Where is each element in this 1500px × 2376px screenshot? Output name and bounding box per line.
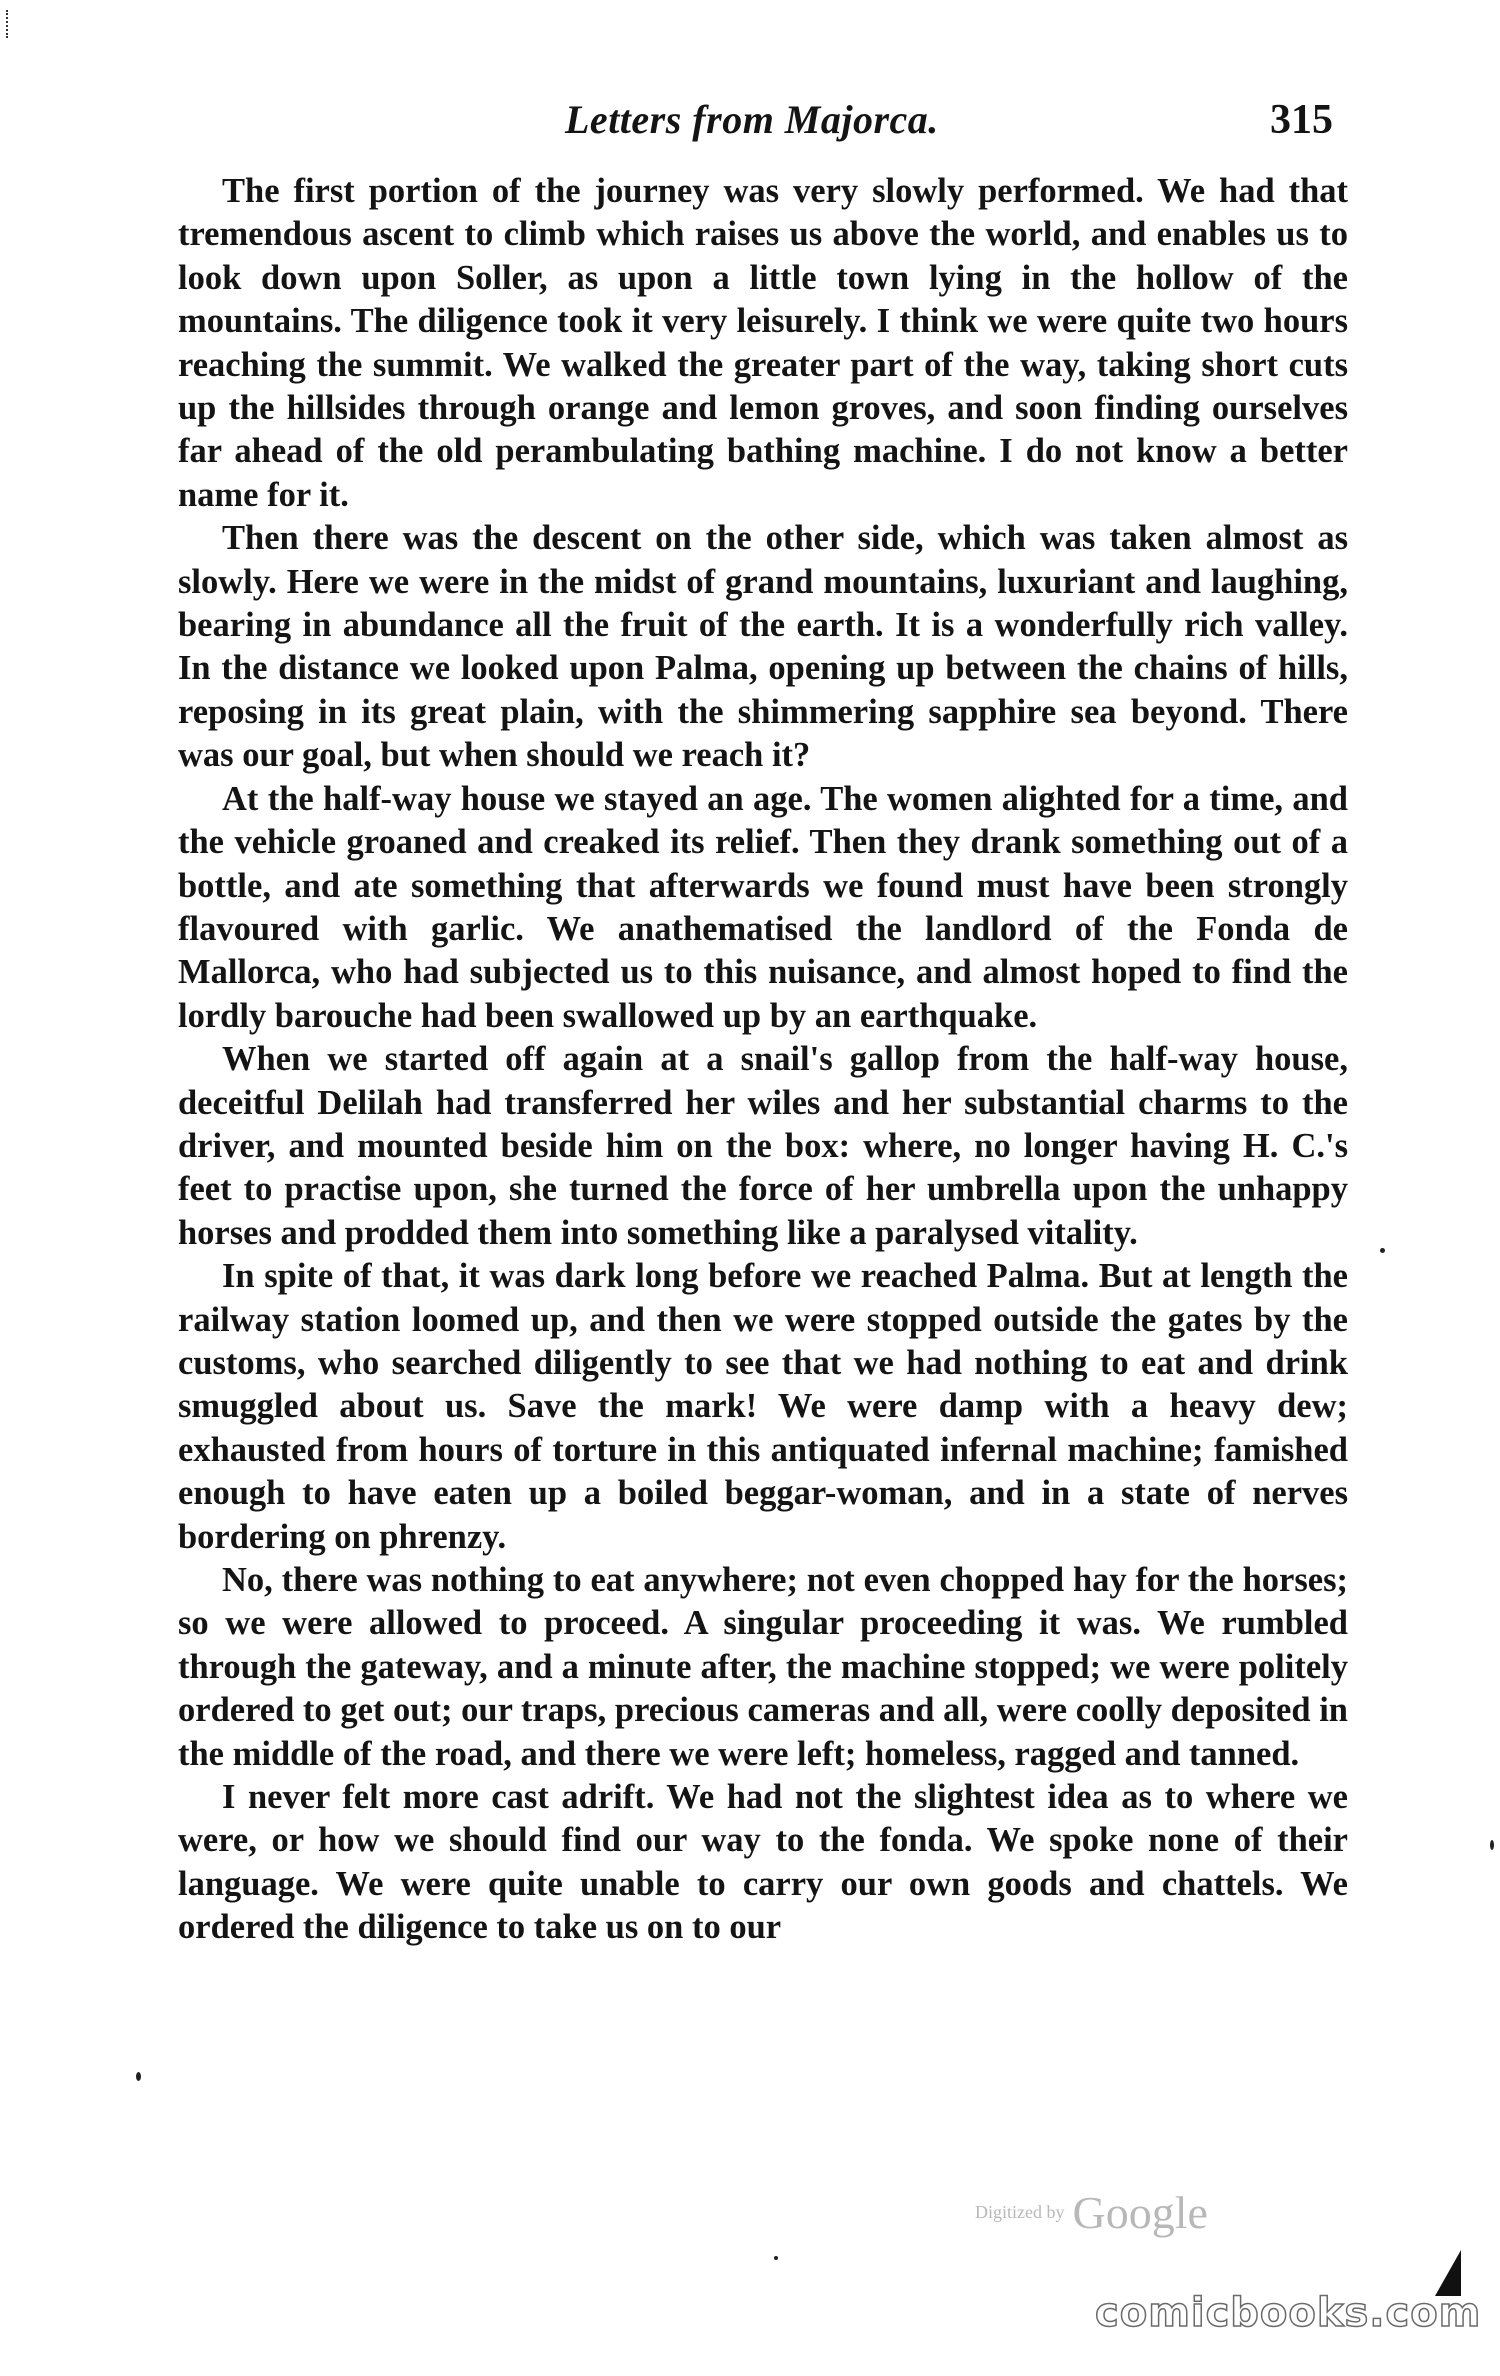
paragraph: In spite of that, it was dark long before we reached Palma. But at length the railway station loomed up, and then we were stopped outside the gates by the customs, who searched diligently to see that we had nothing to eat and drink smuggled about us. Save the mark! We were damp with a heavy dew; exhausted from hours of torture in this antiquated infernal machine; famished enough to have eaten up a boiled beggar-woman, and in a state of nerves bordering on phrenzy. — [178, 1257, 1348, 1556]
digitized-by-label: Digitized by — [975, 2202, 1065, 2222]
digitized-watermark — [975, 2186, 1208, 2239]
site-watermark: comicbooks.com — [1095, 2290, 1482, 2336]
paragraph: I never felt more cast adrift. We had not the slightest idea as to where we were, or how we should find our way to the fonda. We spoke none of their language. We were quite unable to carry our own goods and chattels. We ordered the diligence to take us on to our — [178, 1778, 1348, 1947]
paragraph: Then there was the descent on the other side, which was taken almost as slowly. Here we were in the midst of grand mountains, luxuriant and laughing, bearing in abundance all the fruit of the earth. It is a wonderfully rich valley. In the distance we looked upon Palma, opening up between the chains of hills, reposing in its great plain, with the shimmering sapphire sea beyond. There was our goal, but when should we reach it? — [178, 519, 1348, 775]
margin-speck — [136, 2072, 141, 2081]
margin-speck — [774, 2256, 778, 2260]
paragraph: No, there was nothing to eat anywhere; not even chopped hay for the horses; so we were allowed to proceed. A singular proceeding it was. We rumbled through the gateway, and a minute after, the machine stopped; we were politely ordered to get out; our traps, precious cameras and all, were coolly deposited in the middle of the road, and there we were left; homeless, ragged and tanned. — [178, 1561, 1348, 1773]
google-logo: Google — [1072, 2187, 1208, 2238]
paragraph: The first portion of the journey was very slowly performed. We had that tremendous ascent to climb which raises us above the world, and enables us to look down upon Soller, as upon a little town lying in the hollow of the mountains. The diligence took it very leisurely. I think we were quite two hours reaching the summit. We walked the greater part of the way, taking short cuts up the hillsides through orange and lemon groves, and soon finding ourselves far ahead of the old perambulating bathing machine. I do not know a better name for it. — [178, 172, 1348, 514]
paragraph: When we started off again at a snail's gallop from the half-way house, deceitful Delilah had transferred her wiles and her substantial charms to the driver, and mounted beside him on the box: where, no longer having H. C.'s feet to practise upon, she turned the force of her umbrella upon the unhappy horses and prodded them into something like a paralysed vitality. — [178, 1040, 1348, 1252]
running-head — [0, 96, 1500, 156]
scan-edge-mark — [6, 10, 10, 38]
margin-speck — [1490, 1840, 1494, 1850]
paragraph: At the half-way house we stayed an age. The women alighted for a time, and the vehicle groaned and creaked its relief. Then they drank something out of a bottle, and ate something that afterwards we found must have been strongly flavoured with garlic. We anathematised the landlord of the Fonda de Mallorca, who had subjected us to this nuisance, and almost hoped to find the lordly barouche had been swallowed up by an earthquake. — [178, 779, 1348, 1035]
body-text — [178, 170, 1348, 1950]
margin-speck — [1380, 1248, 1385, 1253]
page-number: 315 — [1270, 97, 1333, 143]
running-title: Letters from Majorca. — [565, 97, 939, 142]
